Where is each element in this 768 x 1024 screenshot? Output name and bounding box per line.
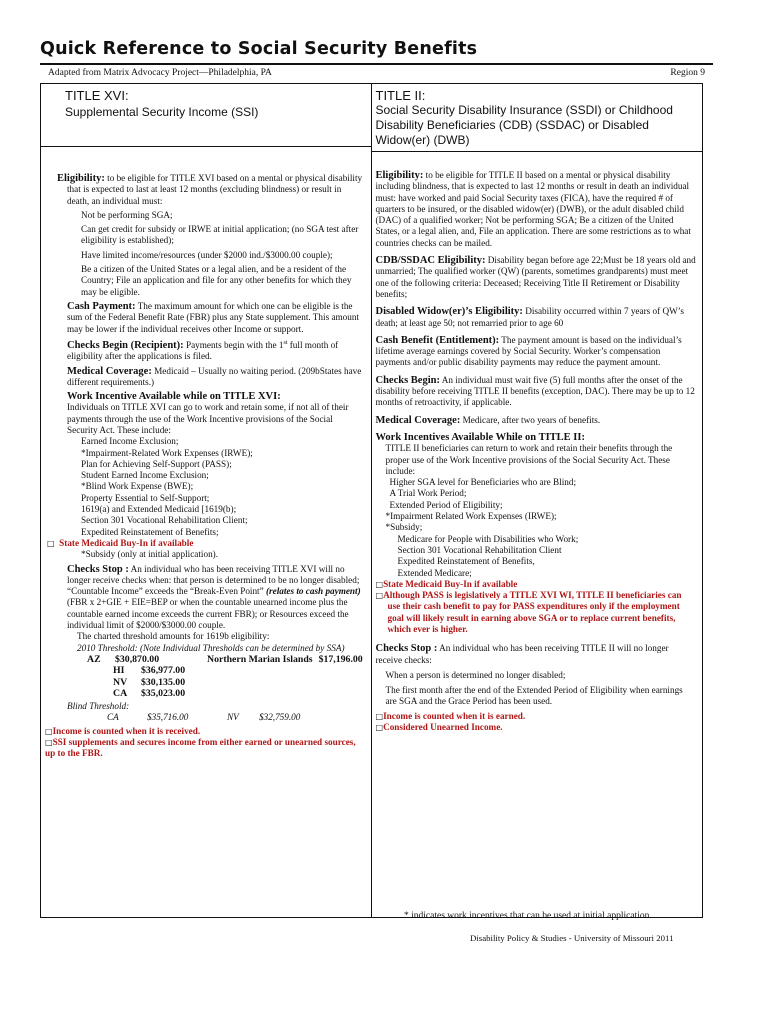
ssi-work-list: [67, 436, 365, 538]
list-item: Expedited Reinstatement of Benefits;: [81, 526, 219, 537]
ssdi-unearned-note: [376, 722, 697, 733]
checkbox-icon: □: [45, 726, 53, 736]
ssdi-eligibility: [376, 170, 697, 249]
ssi-supplement-note: [45, 737, 365, 760]
ssdi-checks-begin-text: An individual must wait five (5) full months after the onset of the disability before receiving TITLE II benefits (exception, DAC). There may be up to 12 months of retroactivity, if applicable.: [375, 374, 695, 408]
list-item: Extended Period of Eligibility;: [389, 499, 503, 510]
ssi-medical-label: Medical Coverage:: [67, 365, 152, 377]
list-item: Earned Income Exclusion;: [81, 436, 179, 447]
title-xvi-body: [41, 147, 371, 760]
list-item: *Impairment Related Work Expenses (IRWE);: [385, 511, 557, 522]
title-ii-column: [372, 84, 703, 917]
ssi-checks-stop-label: Checks Stop :: [67, 563, 129, 575]
ssi-income-note-text: Income is counted when it is received.: [52, 725, 201, 736]
list-item: Not be performing SGA;: [81, 209, 173, 220]
threshold-state: NV: [113, 676, 128, 688]
list-item: Property Essential to Self-Support;: [81, 492, 210, 503]
title-xvi-subtitle: Supplemental Security Income (SSI): [65, 105, 259, 119]
benefits-table: [40, 83, 703, 918]
ssdi-pass-note: [376, 590, 697, 635]
cdb-label: CDB/SSDAC Eligibility:: [375, 255, 486, 267]
ssdi-income-note-text: Income is counted when it is earned.: [383, 710, 526, 721]
ssi-cash-payment: [67, 301, 365, 335]
list-item: *Impairment-Related Work Expenses (IRWE);: [81, 447, 253, 458]
ssi-subsidy: *Subsidy (only at initial application).: [81, 549, 219, 560]
adapted-from: Adapted from Matrix Advocacy Project—Philadelphia, PA: [48, 68, 272, 78]
ssi-eligibility: [57, 173, 365, 207]
region-label: Region 9: [670, 68, 705, 78]
list-item: Expedited Reinstatement of Benefits,: [397, 556, 535, 567]
page: [40, 38, 713, 918]
blind-amount: $32,759.00: [259, 712, 301, 723]
ssi-buyin: [47, 538, 365, 549]
ssdi-buyin: [376, 579, 697, 590]
ssi-eligibility-list: [67, 210, 365, 298]
threshold-row: [67, 665, 365, 676]
ssi-checks-stop: [45, 563, 365, 760]
list-item: Section 301 Vocational Rehabilitation Client: [397, 544, 562, 555]
list-item: *Subsidy;: [385, 522, 423, 533]
ssi-work-text: Individuals on TITLE XVI can go to work and retain some, if not all of their payments through the use of the Work Incentive provisions of the Social Security Act. These include:: [67, 402, 349, 435]
checkbox-icon: □: [47, 538, 55, 548]
ssdi-unearned-note-text: Considered Unearned Income.: [383, 722, 503, 733]
ssi-checks-begin-text-end: full month of eligibility after the applications is filed.: [67, 339, 339, 362]
checkbox-icon: □: [375, 591, 384, 601]
threshold-row: [67, 677, 365, 688]
ssi-medical-text: Medicaid – Usually no waiting period. (209bStates have different requirements.): [67, 365, 362, 387]
ssdi-medical-text: Medicare, after two years of benefits.: [462, 414, 601, 425]
ssdi-checks-stop-label: Checks Stop :: [375, 643, 438, 655]
ssi-buyin-text: State Medicaid Buy-In if available: [59, 537, 194, 548]
footer-credit: Disability Policy & Studies - University of Missouri 2011: [470, 933, 674, 943]
threshold-amount: $30,870.00: [115, 653, 160, 665]
footnote: * indicates work incentives that can be used at initial application: [404, 911, 650, 921]
ssdi-work-incentives: [376, 432, 697, 635]
cdb-eligibility: [376, 255, 697, 300]
ssdi-checks-begin: [376, 375, 697, 409]
ssdi-work-text: TITLE II beneficiaries can return to work and retain their benefits through the proper use of the Work Incentive provisions of the Social Security Act. These include:: [385, 443, 673, 476]
checkbox-icon: □: [375, 711, 384, 721]
threshold-amount: $35,023.00: [141, 687, 186, 699]
title-divider: [40, 63, 713, 65]
blind-amount: $35,716.00: [147, 712, 189, 723]
list-item: The first month after the end of the Extended Period of Eligibility when earnings are SGA and the Grace Period has been used.: [385, 685, 683, 707]
ssdi-checks-begin-label: Checks Begin:: [375, 374, 440, 386]
threshold-row: [67, 654, 365, 665]
title-xvi-title: TITLE XVI:: [65, 88, 129, 103]
title-ii-subtitle: Social Security Disability Insurance (SSDI) or Childhood Disability Beneficiaries (CDB) (SSDAC) or Disabled Widow(er) (DWB): [375, 103, 673, 147]
threshold-extra-amount: $17,196.00: [318, 653, 363, 665]
checkbox-icon: □: [375, 579, 384, 589]
ssdi-eligibility-text: to be eligible for TITLE II based on a mental or physical disability including blindness, that is expected to last 12 months or result in death an individual must: have worked and paid Social Security taxes (FICA), have the required # of quarters to be insured, or the disabled widow(er) (DWB), or the adult disabled child (DAC) of a qualified worker; Not be performing SGA; Be a citizen of the United States, or a legal alien, and, File an application. There are some restrictions as to what countries checks can be mailed.: [375, 170, 691, 248]
ssi-checks-stop-text-end: (FBR x 2+GIE + EIE=BEP or when the countable unearned income plus the countable earned income exceeds the current FBR); or Resources exceed the individual limit of $2000/$3000.00 couple.: [67, 597, 349, 631]
dwb-label: Disabled Widow(er)’s Eligibility:: [375, 306, 523, 318]
dwb-text: Disability occurred within 7 years of QW’s death; at least age 50; not remarried prior to age 60: [375, 306, 684, 328]
list-item: Be a citizen of the United States or a legal alien, and be a resident of the Country; File an application and file for any other benefits for which they may be eligible.: [81, 264, 352, 297]
list-item: Section 301 Vocational Rehabilitation Client;: [81, 515, 248, 526]
blind-threshold-label: Blind Threshold:: [67, 701, 130, 712]
superscript: st: [283, 339, 288, 346]
checkbox-icon: □: [45, 738, 53, 748]
ssi-checks-begin-label: Checks Begin (Recipient):: [67, 339, 184, 351]
ssdi-buyin-text: State Medicaid Buy-In if available: [383, 578, 518, 589]
list-item: Have limited income/resources (under $2000 ind./$3000.00 couple);: [81, 249, 333, 260]
ssi-checks-stop-text: An individual who has been receiving TITLE XVI will no longer receive checks when: that person is determined to be no longer disabled; “Countable Income” exceeds the “Break-Even Point”: [67, 563, 360, 597]
ssdi-pass-text: Although PASS is legislatively a TITLE XVI WI, TITLE II beneficiaries can use their cash benefit to pay for PASS expenditures only if the employment goal will likely result in earning above SGA or to replace current benefits, which ever is higher.: [383, 590, 682, 634]
ssi-work-incentives: [47, 391, 365, 560]
ssdi-medical-coverage: [376, 415, 697, 426]
checkbox-icon: □: [375, 723, 384, 733]
blind-state: CA: [107, 712, 119, 723]
ssi-cash-payment-label: Cash Payment:: [67, 300, 136, 312]
title-ii-body: [372, 152, 703, 733]
ssdi-cash-benefit: [376, 335, 697, 369]
list-item: Student Earned Income Exclusion;: [81, 470, 209, 481]
list-item: Medicare for People with Disabilities who Work;: [397, 533, 579, 544]
charted-threshold-label: The charted threshold amounts for 1619b eligibility:: [77, 631, 270, 642]
ssi-cash-payment-text: The maximum amount for which one can be eligible is the sum of the Federal Benefit Rate (FBR) plus any State supplement. This amount may be lower if the individual receives other Income or support.: [67, 300, 359, 334]
threshold-extra-label: Northern Marian Islands: [207, 653, 313, 665]
ssi-eligibility-text: to be eligible for TITLE XVI based on a mental or physical disability that is expected to last at least 12 months (excluding blindness) or result in death, an individual must:: [67, 173, 363, 206]
list-item: Can get credit for subsidy or IRWE at initial application; (no SGA test after eligibility is established);: [81, 224, 359, 246]
title-xvi-header: [41, 84, 371, 147]
list-item: 1619(a) and Extended Medicaid [1619(b);: [81, 504, 237, 515]
dwb-eligibility: [376, 306, 697, 329]
cdb-text: Disability began before age 22;Must be 18 years old and unmarried; The qualified worker (QW) (parents, sometimes grandparents) must meet one of the following criteria: Deceased; Receiving Title II Retirement or Disability benefits;: [375, 255, 696, 299]
ssdi-cash-text: The payment amount is based on the individual’s lifetime average earnings covered by Social Security. Worker’s compensation payments and/or public disability payments may reduce the payment amount.: [375, 334, 682, 368]
title-ii-title: TITLE II:: [375, 88, 426, 103]
ssdi-cash-label: Cash Benefit (Entitlement):: [375, 334, 500, 346]
blind-state: NV: [227, 712, 239, 723]
list-item: *Blind Work Expense (BWE);: [81, 481, 194, 492]
title-ii-header: [372, 84, 703, 152]
list-item: A Trial Work Period;: [389, 488, 467, 499]
ssi-work-label: Work Incentive Available while on TITLE XVI:: [67, 391, 281, 403]
ssdi-medical-label: Medical Coverage:: [375, 414, 461, 426]
ssi-supplement-note-text: SSI supplements and secures income from either earned or unearned sources, up to the FBR.: [45, 737, 356, 759]
ssi-eligibility-label: Eligibility:: [57, 173, 105, 184]
ssi-checks-stop-italic: (relates to cash payment): [265, 586, 361, 597]
page-title: Quick Reference to Social Security Benefits: [40, 39, 478, 59]
ssi-checks-begin: [67, 338, 365, 363]
list-item: When a person is determined no longer disabled;: [385, 669, 566, 680]
ssdi-work-list: [376, 477, 697, 579]
blind-threshold-row: [67, 712, 365, 723]
threshold-state: HI: [113, 665, 125, 677]
ssdi-income-note: [376, 711, 697, 722]
threshold-note: 2010 Threshold: (Note Individual Thresholds can be determined by SSA): [77, 642, 345, 653]
ssdi-eligibility-label: Eligibility:: [375, 170, 424, 181]
list-item: Plan for Achieving Self-Support (PASS);: [81, 458, 232, 469]
threshold-row: [67, 688, 365, 699]
ssdi-checks-stop: [376, 643, 697, 733]
list-item: Higher SGA level for Beneficiaries who are Blind;: [389, 477, 577, 488]
threshold-amount: $36,977.00: [141, 665, 186, 677]
threshold-state: CA: [113, 687, 128, 699]
threshold-amount: $30,135.00: [141, 676, 186, 688]
ssdi-checks-stop-text: An individual who has been receiving TITLE II will no longer receive checks:: [375, 643, 669, 665]
ssi-medical-coverage: [67, 366, 365, 389]
list-item: Extended Medicare;: [397, 567, 472, 578]
title-xvi-column: [41, 84, 372, 917]
ssi-checks-begin-text: Payments begin with the 1: [185, 339, 284, 350]
ssi-income-note: [45, 726, 365, 737]
ssdi-work-label: Work Incentives Available While on TITLE II:: [375, 431, 585, 443]
subtitle-line: [40, 67, 713, 79]
threshold-state: AZ: [87, 653, 101, 665]
